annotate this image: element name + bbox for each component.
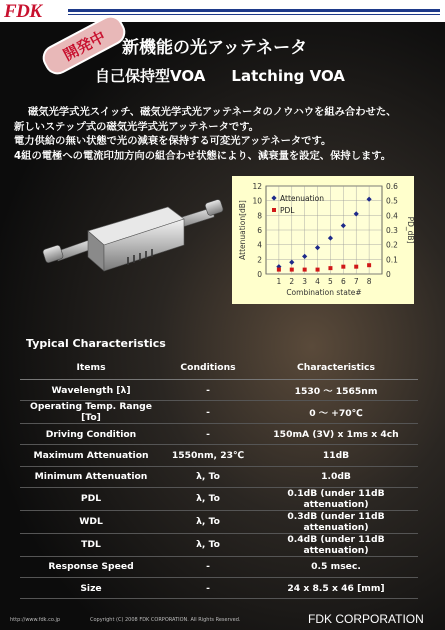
cell-item: Size [20,577,162,598]
cell-characteristic: 0.3dB (under 11dB attenuation) [254,510,418,533]
cell-condition: - [162,424,254,445]
x-tick-label: 6 [340,277,346,286]
column-header-conditions: Conditions [162,356,254,380]
cell-condition: - [162,577,254,598]
cell-characteristic: 0.5 msec. [254,556,418,577]
cell-condition: - [162,556,254,577]
intro-line-3: 電力供給の無い状態で光の減衰を保持する可変光アッテネータです。 [14,135,332,147]
table-row [20,510,418,533]
cell-characteristic: 1530 ～ 1565nm [254,380,418,401]
x-tick-label: 7 [353,277,359,286]
intro-line-2: 新しいステップ式の磁気光学式光アッテネータです。 [14,120,259,133]
y2-tick-label: 0.3 [386,226,398,235]
y2-tick-label: 0 [386,270,391,279]
pdl-point [354,265,358,269]
header-rule-thick [68,9,440,12]
legend-marker-pdl [272,208,276,212]
y-tick-label: 4 [257,240,262,250]
y2-tick-label: 0.1 [386,255,398,265]
y2-tick-label: 0.5 [386,196,398,206]
intro-line-4: 4組の電極への電流印加方向の組合わせ状態により、減衰量を設定、保持します。 [14,149,392,162]
table-row [20,424,418,445]
x-tick-label: 2 [289,277,295,286]
cell-condition: λ, To [162,466,254,487]
y2-axis-title: PD_dB] [406,216,415,244]
cell-item: Minimum Attenuation [20,466,162,487]
specs-title: Typical Characteristics [26,337,166,350]
cell-condition: - [162,401,254,424]
cell-characteristic: 150mA (3V) x 1ms x 4ch [254,424,418,445]
cell-item: Maximum Attenuation [20,445,162,466]
x-tick-label: 4 [315,277,320,286]
pdl-point [341,265,345,269]
x-axis-title: Combination state# [286,288,362,297]
cell-condition: λ, To [162,533,254,556]
table-row [20,487,418,510]
pdl-point [303,268,307,272]
y2-tick-label: 0.6 [386,182,398,191]
cell-characteristic: 0.1dB (under 11dB attenuation) [254,487,418,510]
cell-condition: - [162,380,254,401]
pdl-point [277,268,281,272]
y2-tick-label: 0.2 [386,240,398,250]
y-tick-label: 0 [257,270,262,279]
column-header-characteristics: Characteristics [254,356,418,380]
x-tick-label: 8 [366,277,372,286]
cell-item: Driving Condition [20,424,162,445]
pdl-point [328,266,332,270]
cell-item: TDL [20,533,162,556]
development-badge: 開発中 [38,11,130,79]
page-title: 新機能の光アッテネータ [122,38,308,58]
specs-header-row [20,356,418,380]
fdk-logo: FDK [4,1,42,22]
specs-table [20,356,418,599]
legend-label-attenuation: Attenuation [280,194,324,203]
pdl-point [367,263,371,267]
cell-item: Response Speed [20,556,162,577]
y-axis-title: Attenuation[dB] [238,200,247,260]
cell-item: PDL [20,487,162,510]
cell-characteristic: 11dB [254,445,418,466]
table-row [20,380,418,401]
cell-characteristic: 0.4dB (under 11dB attenuation) [254,533,418,556]
column-header-items: Items [20,356,162,380]
y-tick-label: 8 [257,211,262,221]
table-row [20,556,418,577]
x-tick-label: 1 [276,277,282,286]
y-tick-label: 10 [252,196,262,206]
table-row [20,533,418,556]
cell-item: Wavelength [λ] [20,380,162,401]
cell-characteristic: 1.0dB [254,466,418,487]
y-tick-label: 12 [252,182,262,191]
table-row [20,577,418,598]
intro-line-1: 磁気光学式光スイッチ、磁気光学式光アッテネータのノウハウを組み合わせた、 [28,106,397,118]
cell-characteristic: 0 ～ +70℃ [254,401,418,424]
footer-copyright: Copyright (C) 2008 FDK CORPORATION. All Rights Reserved. [90,617,241,623]
y2-tick-label: 0.4 [386,211,398,221]
y-tick-label: 6 [257,226,262,235]
footer-url[interactable]: http://www.fdk.co.jp [10,617,61,623]
legend-label-pdl: PDL [280,206,295,215]
pdl-point [316,268,320,272]
table-row [20,445,418,466]
attenuation-chart-panel [232,176,414,304]
cell-characteristic: 24 x 8.5 x 46 [mm] [254,577,418,598]
product-photo [36,185,226,285]
x-tick-label: 3 [302,277,308,286]
pdl-point [290,268,294,272]
intro-text [14,105,442,163]
cell-item: WDL [20,510,162,533]
cell-item: Operating Temp. Range [To] [20,401,162,424]
footer-company: FDK CORPORATION [308,612,424,626]
header-rule-thin [68,14,440,15]
cell-condition: λ, To [162,510,254,533]
y-tick-label: 2 [257,255,262,265]
page-subtitle: 自己保持型VOA Latching VOA [95,67,345,85]
x-tick-label: 5 [328,277,333,286]
cell-condition: λ, To [162,487,254,510]
table-row [20,401,418,424]
attenuation-chart [232,176,414,304]
cell-condition: 1550nm, 23℃ [162,445,254,466]
table-row [20,466,418,487]
